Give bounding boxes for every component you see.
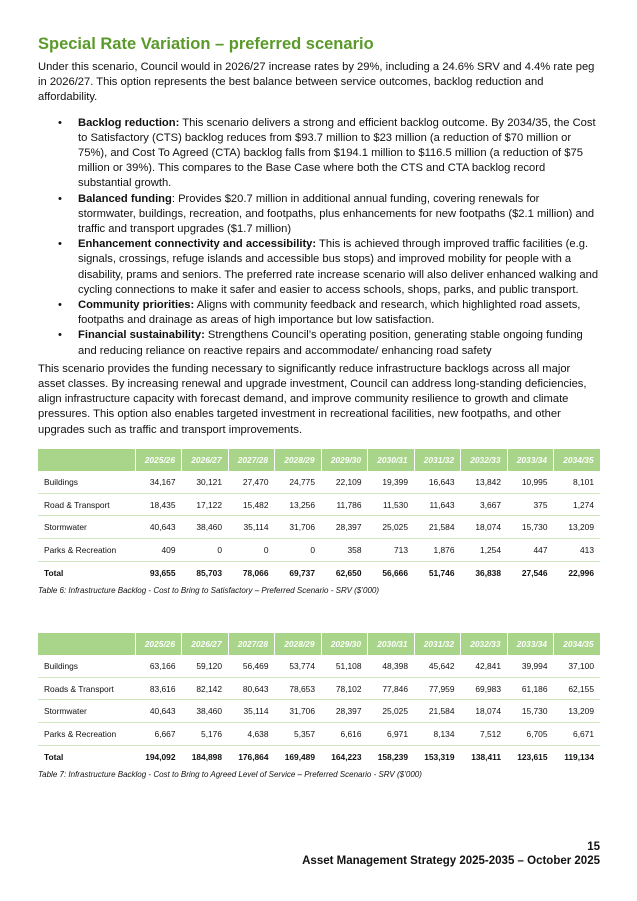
table-row [38, 516, 600, 539]
table-cell: 15,730 [507, 516, 554, 539]
table-cell: 18,435 [135, 493, 182, 516]
table-cell: 15,730 [507, 700, 554, 723]
cts-backlog-table [38, 449, 601, 584]
table-cell: 56,666 [382, 567, 408, 578]
table-header-cell: 2029/30 [321, 633, 368, 655]
table-row [38, 471, 600, 493]
table-cell: 78,653 [275, 677, 322, 700]
table-cell: 123,615 [517, 751, 548, 762]
table-header-row [38, 633, 600, 655]
table-cell: 93,655 [149, 567, 176, 578]
page-number: 15 [587, 841, 600, 853]
table-cell: 1,274 [554, 493, 601, 516]
row-label-cell: Total [44, 751, 64, 762]
table-cell: 27,546 [521, 567, 548, 578]
bullet-term: Enhancement connectivity and accessibility: [78, 238, 317, 251]
table-cell: 80,643 [228, 677, 275, 700]
intro-paragraph: Under this scenario, Council would in 2026/27 increase rates by 29%, including a 24.6% SRV and 4.4% rate peg in 2026/27. This option represents the best balance between service outcomes, backlog reduction and affordability. [38, 61, 595, 104]
table-header-cell: 2030/31 [368, 633, 415, 655]
table-cell: 45,642 [414, 655, 461, 677]
table-cell: 413 [554, 539, 601, 562]
table-cell: 37,100 [554, 655, 601, 677]
table-cell: 30,121 [182, 471, 229, 493]
table-cell: 18,074 [461, 516, 508, 539]
table-cell: 25,025 [368, 516, 415, 539]
table-cell: 24,775 [275, 471, 322, 493]
table-cell: 164,223 [331, 751, 362, 762]
table-cell: 11,786 [321, 493, 368, 516]
table-header-cell: 2033/34 [507, 449, 554, 471]
row-label-cell: Road & Transport [38, 493, 135, 516]
table-row [38, 677, 600, 700]
table-cell: 13,842 [461, 471, 508, 493]
table-cell: 10,995 [507, 471, 554, 493]
table-cell: 18,074 [461, 700, 508, 723]
bullet-text: Aligns with community feedback and research, which highlighted road assets, footpaths and drainage as areas of high importance but low satisfaction. [78, 299, 581, 327]
bullet-dot-icon: • [58, 238, 62, 251]
table-cell: 1,876 [414, 539, 461, 562]
table-cell: 0 [182, 539, 229, 562]
bullet-text: : Provides $20.7 million in additional annual funding, covering renewals for stormwater, buildings, recreation, and footpaths, plus enhancements for new footpaths ($2.1 million) and traffic and transport upgrades ($1.7 million) [78, 192, 595, 236]
table-cell: 13,209 [554, 700, 601, 723]
table-row [38, 539, 600, 562]
bullet-term: Backlog reduction: [78, 116, 180, 129]
table-cell: 16,643 [414, 471, 461, 493]
table-row [38, 700, 600, 723]
bullet-dot-icon: • [58, 329, 62, 342]
table-cell: 21,584 [414, 516, 461, 539]
table-header-cell [38, 449, 135, 471]
table-cell: 11,530 [368, 493, 415, 516]
table-cell: 78,102 [321, 677, 368, 700]
bullet-item [38, 328, 600, 358]
table-header-cell: 2029/30 [321, 449, 368, 471]
bullet-item [38, 192, 600, 238]
scenario-summary-paragraph: This scenario provides the funding necessary to significantly reduce infrastructure backlogs across all major asset classes. By increasing renewal and upgrade investment, Council can address long-standing deficiencies, align infrastructure capacity with forecast demand, and improve community resilience to growth and climate pressures. This option also enables targeted investment in recreational facilities, new footpaths, and other upgrades such as traffic and transport improvements. [38, 362, 587, 436]
table-cell: 21,584 [414, 700, 461, 723]
table-total-row [38, 746, 600, 768]
row-label-cell: Parks & Recreation [38, 539, 135, 562]
cts-table-body [38, 471, 600, 584]
table-cell: 48,398 [368, 655, 415, 677]
table-cell: 38,460 [182, 516, 229, 539]
table-cell: 61,186 [507, 677, 554, 700]
bullet-dot-icon: • [58, 299, 62, 312]
bullet-text: This scenario delivers a strong and efficient backlog outcome. By 2034/35, the Cost to Satisfactory (CTS) backlog reduces from $93.7 million to $23 million (a reduction of $70 million or 75%), and Cost To Agreed (CTA) backlog falls from $194.1 million to $116.5 million (a reduction of $75 million or 39%). This compares to the Base Case where both the CTS and CTA backlog record substantial growth. [78, 116, 596, 190]
section-heading: Special Rate Variation – preferred scenario [38, 35, 374, 53]
bullet-list [38, 116, 600, 359]
table-cell: 25,025 [368, 700, 415, 723]
table-cell: 1,254 [461, 539, 508, 562]
table-cell: 35,114 [228, 516, 275, 539]
table-total-row [38, 562, 600, 584]
row-label-cell: Stormwater [38, 516, 135, 539]
table-cell: 0 [228, 539, 275, 562]
table-row [38, 493, 600, 516]
document-title: Asset Management Strategy 2025-2035 – October 2025 [302, 855, 600, 867]
table-cell: 40,643 [135, 700, 182, 723]
bullet-text: This is achieved through improved traffic facilities (e.g. signals, crossings, refuge islands and accessible bus stops) and improved mobility for people with a disability, prams and seniors. The preferred rate increase scenario will also deliver enhanced walking and cycling connections to make it safer and easier to access schools, shops, parks, and public transport. [78, 238, 599, 296]
table-header-cell: 2034/35 [554, 449, 601, 471]
table-cell: 119,134 [564, 751, 594, 762]
table-cell: 6,671 [554, 723, 601, 746]
table-cell: 77,846 [368, 677, 415, 700]
table-row [38, 723, 600, 746]
bullet-term: Financial sustainability: [78, 329, 205, 342]
table-cell: 22,996 [568, 567, 594, 578]
table7-caption: Table 7: Infrastructure Backlog - Cost to Bring to Agreed Level of Service – Preferred Scenario - SRV ($’000) [38, 769, 422, 779]
table-cell: 56,469 [228, 655, 275, 677]
bullet-item [38, 298, 600, 328]
table-cell: 85,703 [196, 567, 222, 578]
table-cell: 17,122 [182, 493, 229, 516]
bullet-term: Community priorities: [78, 299, 195, 312]
table-cell: 6,667 [135, 723, 182, 746]
table-cell: 51,746 [428, 567, 455, 578]
table-cell: 38,460 [182, 700, 229, 723]
bullet-dot-icon: • [58, 116, 62, 129]
table-cell: 39,994 [507, 655, 554, 677]
table-cell: 8,101 [554, 471, 601, 493]
table-row [38, 655, 600, 677]
table-cell: 40,643 [135, 516, 182, 539]
table-header-cell: 2025/26 [135, 449, 182, 471]
bullet-item [38, 237, 600, 298]
table-cell: 63,166 [135, 655, 182, 677]
table-cell: 11,643 [414, 493, 461, 516]
page-footer [302, 840, 600, 868]
table-cell: 83,616 [135, 677, 182, 700]
table-cell: 34,167 [135, 471, 182, 493]
table-header-cell: 2028/29 [275, 633, 322, 655]
table-header-cell: 2027/28 [228, 633, 275, 655]
bullet-dot-icon: • [58, 192, 62, 205]
table-cell: 138,411 [471, 751, 501, 762]
table-cell: 7,512 [461, 723, 508, 746]
table-header-cell: 2025/26 [135, 633, 182, 655]
table-cell: 31,706 [275, 700, 322, 723]
row-label-cell: Stormwater [38, 700, 135, 723]
table-cell: 42,841 [461, 655, 508, 677]
table-header-cell: 2033/34 [507, 633, 554, 655]
table-cell: 62,155 [554, 677, 601, 700]
table-header-cell: 2031/32 [414, 449, 461, 471]
table-cell: 409 [135, 539, 182, 562]
table-cell: 176,864 [238, 751, 269, 762]
cta-backlog-table [38, 633, 601, 768]
table-cell: 35,114 [228, 700, 275, 723]
table-header-row [38, 449, 600, 471]
table-header-cell: 2032/33 [461, 449, 508, 471]
table-cell: 15,482 [228, 493, 275, 516]
row-label-cell: Total [44, 567, 64, 578]
table-cell: 69,737 [289, 567, 315, 578]
row-label-cell: Roads & Transport [38, 677, 135, 700]
bullet-item [38, 116, 600, 192]
table-cell: 4,638 [228, 723, 275, 746]
table-cell: 713 [368, 539, 415, 562]
table-cell: 22,109 [321, 471, 368, 493]
table-header-cell: 2032/33 [461, 633, 508, 655]
bullet-term: Balanced funding [78, 192, 172, 205]
table-cell: 447 [507, 539, 554, 562]
table6-caption: Table 6: Infrastructure Backlog - Cost to Bring to Satisfactory – Preferred Scenario - SRV ($’000) [38, 585, 380, 595]
table-cell: 28,397 [321, 700, 368, 723]
table-cell: 6,971 [368, 723, 415, 746]
table-cell: 8,134 [414, 723, 461, 746]
table-cell: 59,120 [182, 655, 229, 677]
table-header-cell: 2027/28 [228, 449, 275, 471]
table-cell: 27,470 [228, 471, 275, 493]
table-header-cell: 2026/27 [182, 633, 229, 655]
table-cell: 78,066 [242, 567, 269, 578]
table-cell: 153,319 [424, 751, 455, 762]
table-header-cell: 2034/35 [554, 633, 601, 655]
row-label-cell: Buildings [38, 471, 135, 493]
table-header-cell: 2026/27 [182, 449, 229, 471]
table-cell: 19,399 [368, 471, 415, 493]
table-cell: 6,705 [507, 723, 554, 746]
row-label-cell: Buildings [38, 655, 135, 677]
table-cell: 158,239 [377, 751, 408, 762]
table-cell: 31,706 [275, 516, 322, 539]
table-header-cell: 2031/32 [414, 633, 461, 655]
table-cell: 77,959 [414, 677, 461, 700]
table-cell: 375 [507, 493, 554, 516]
table-cell: 13,256 [275, 493, 322, 516]
cta-table-body [38, 655, 600, 768]
table-cell: 28,397 [321, 516, 368, 539]
table-cell: 6,616 [321, 723, 368, 746]
table-cell: 0 [275, 539, 322, 562]
table-cell: 36,838 [475, 567, 501, 578]
table-cell: 82,142 [182, 677, 229, 700]
table-cell: 5,176 [182, 723, 229, 746]
page-content [38, 34, 600, 780]
table-cell: 169,489 [284, 751, 315, 762]
table-header-cell [38, 633, 135, 655]
table-cell: 194,092 [145, 751, 176, 762]
table-header-cell: 2030/31 [368, 449, 415, 471]
table-header-cell: 2028/29 [275, 449, 322, 471]
table-cell: 5,357 [275, 723, 322, 746]
table-cell: 62,650 [335, 567, 362, 578]
table-cell: 53,774 [275, 655, 322, 677]
bullet-text: Strengthens Council’s operating position, generating stable ongoing funding and reducing reliance on reactive repairs and accommodate/ enhancing road safety [78, 329, 583, 357]
table-cell: 51,108 [321, 655, 368, 677]
table-cell: 184,898 [191, 751, 222, 762]
table-cell: 3,667 [461, 493, 508, 516]
row-label-cell: Parks & Recreation [38, 723, 135, 746]
table-cell: 13,209 [554, 516, 601, 539]
table-cell: 358 [321, 539, 368, 562]
table-cell: 69,983 [461, 677, 508, 700]
